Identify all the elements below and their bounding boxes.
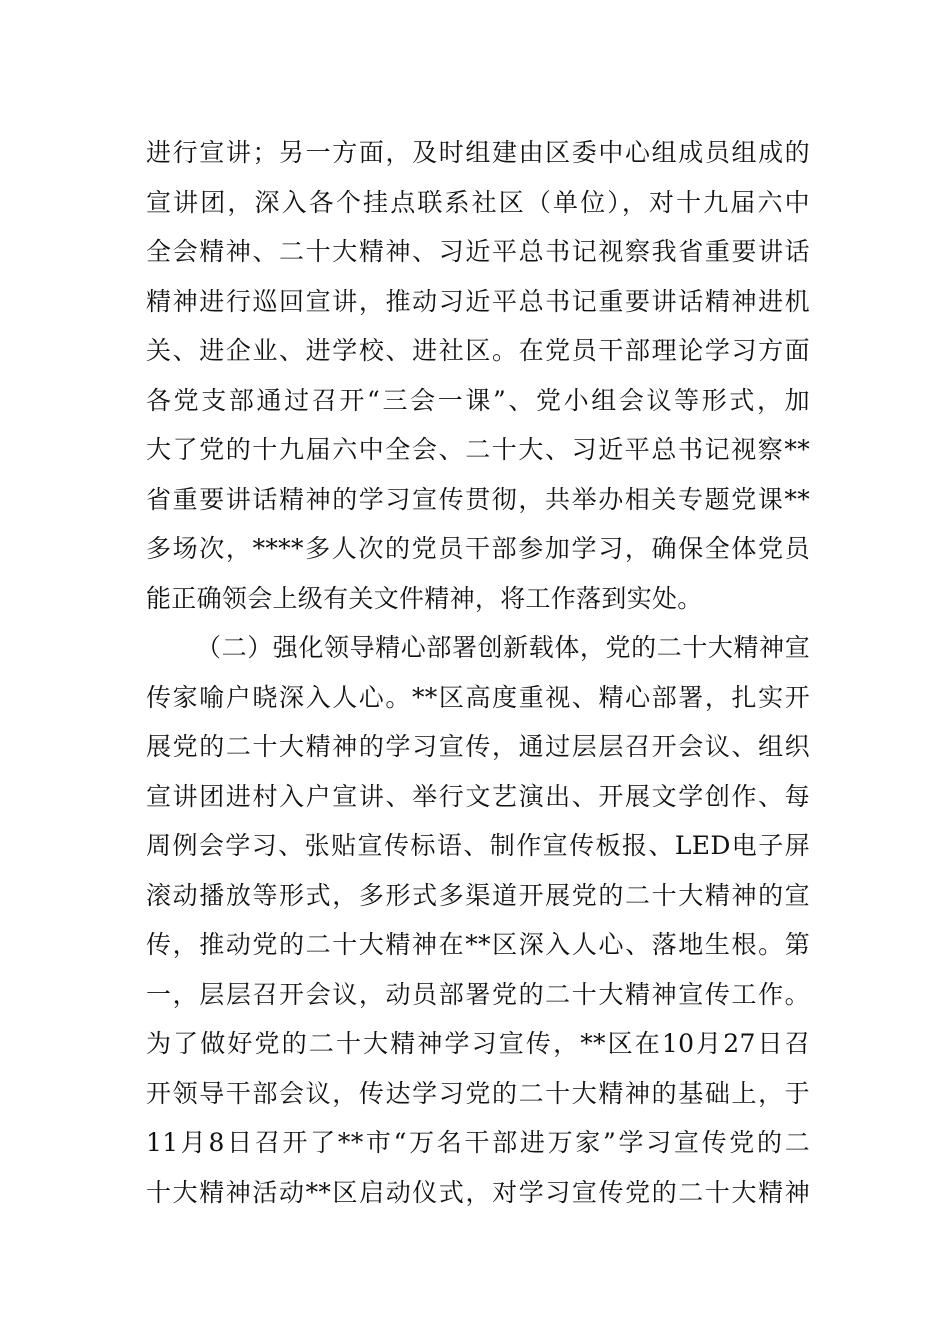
text-line: 宣讲团，深入各个挂点联系社区（单位），对十九届六中 [146, 187, 810, 217]
text-line: 全会精神、二十大精神、习近平总书记视察我省重要讲话 [146, 237, 810, 266]
text-line: 宣讲团进村入户宣讲、举行文艺演出、开展文学创作、每 [146, 781, 810, 811]
text-line: 传，推动党的二十大精神在**区深入人心、落地生根。第 [146, 930, 810, 959]
text-line: 滚动播放等形式，多形式多渠道开展党的二十大精神的宣 [146, 880, 810, 910]
text-line: 大了党的十九届六中全会、二十大、习近平总书记视察** [146, 435, 810, 464]
section-heading-line: （二）强化领导精心部署创新载体，党的二十大精神宣 [196, 633, 810, 662]
text-line: 一，层层召开会议，动员部署党的二十大精神宣传工作。 [146, 979, 810, 1009]
text-line: 进行宣讲；另一方面，及时组建由区委中心组成员组成的 [146, 138, 810, 167]
text-line: 为了做好党的二十大精神学习宣传，**区在10月27日召 [146, 1029, 810, 1058]
document-body [146, 128, 810, 1217]
text-line: 精神进行巡回宣讲，推动习近平总书记重要讲话精神进机 [146, 286, 810, 316]
text-line: 十大精神活动**区启动仪式，对学习宣传党的二十大精神 [146, 1177, 810, 1207]
text-line: 周例会学习、张贴宣传标语、制作宣传板报、LED电子屏 [146, 831, 810, 860]
text-line: 各党支部通过召开“三会一课”、党小组会议等形式，加 [146, 385, 810, 415]
text-line: 省重要讲话精神的学习宣传贯彻，共举办相关专题党课** [146, 484, 810, 514]
text-line: 11月8日召开了**市“万名干部进万家”学习宣传党的二 [146, 1128, 810, 1157]
text-line: 传家喻户晓深入人心。**区高度重视、精心部署，扎实开 [146, 682, 810, 712]
text-line: 开领导干部会议，传达学习党的二十大精神的基础上，于 [146, 1078, 810, 1108]
text-line: 关、进企业、进学校、进社区。在党员干部理论学习方面 [146, 336, 810, 365]
text-line: 多场次，****多人次的党员干部参加学习，确保全体党员 [146, 534, 810, 563]
paragraph-end-line: 能正确领会上级有关文件精神，将工作落到实处。 [146, 583, 703, 613]
text-line: 展党的二十大精神的学习宣传，通过层层召开会议、组织 [146, 732, 810, 761]
